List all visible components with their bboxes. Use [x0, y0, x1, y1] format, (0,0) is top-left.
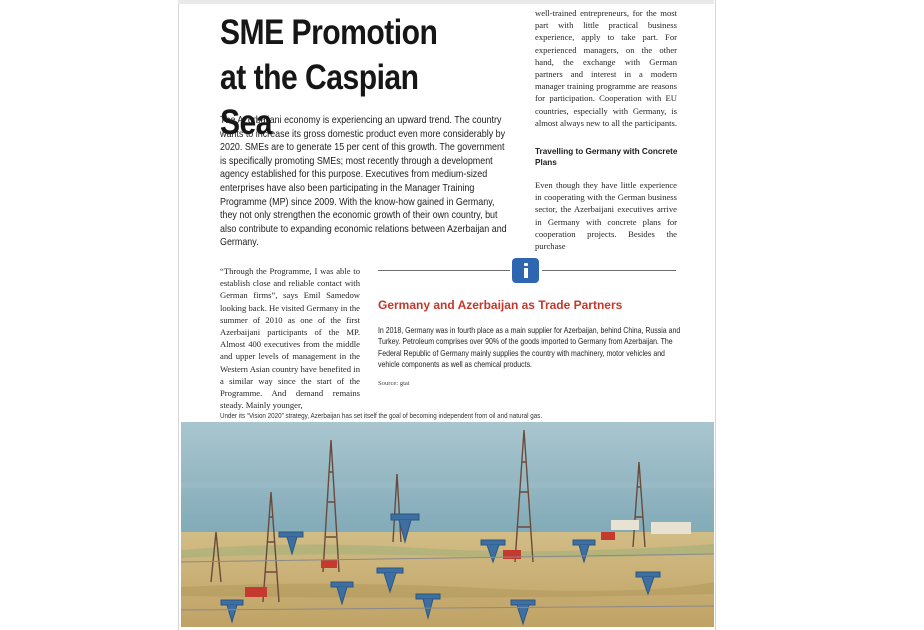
oil-field-photo	[181, 422, 714, 627]
section-subheading: Travelling to Germany with Concrete Plans	[535, 147, 678, 167]
figure-caption: Under its “Vision 2020” strategy, Azerbaijan has set itself the goal of becoming independent from oil and natural gas.	[220, 411, 543, 420]
right-column-text-bottom: Even though they have little experience in cooperating with the German business sector, the Azerbaijani executives arrive in Germany with concrete plans for cooperation projects. Besides the purchase	[535, 180, 677, 252]
info-box-rule-left	[378, 270, 510, 271]
info-box-rule-right	[542, 270, 676, 271]
left-column-text: “Through the Programme, I was able to establish close and reliable contact with German firms”, says Emil Samedow looking back. He visited Germany in the summer of 2010 as one of the first Azerbaijani participants of the MP. Almost 400 executives from the middle and upper levels of management in the Western Asian country have benefited in a similar way since the start of the Programme. And demand remains steady. Mainly younger,	[220, 266, 360, 411]
page-top-edge	[178, 0, 714, 4]
article-intro: The Azerbaijani economy is experiencing an upward trend. The country wants to increase its gross domestic product even more considerably by 2020. SMEs are to generate 15 per cent of this growth. The government is specifically promoting SMEs; most recently through a development agency established for this purpose. Executives from medium-sized enterprises have also been participating in the Manager Training Programme (MP) since 2009. With the know-how gained in Germany, they not only strengthen the economic growth of their own country, but also contribute to expanding economic relations between Azerbaijan and Germany.	[220, 115, 507, 249]
info-box-body: In 2018, Germany was in fourth place as a main supplier for Azerbaijan, behind China, Russia and Turkey. Petroleum comprises over 90% of the goods imported to Germany from Azerbaijan. The Federal Republic of Germany mainly supplies the country with machinery, motor vehicles and vehicle components as well as chemical products.	[378, 326, 681, 370]
article-title: SME Promotion at the Caspian Sea	[220, 13, 438, 142]
info-box-source: Source: gtai	[378, 380, 410, 387]
info-icon	[512, 258, 539, 283]
info-box-title: Germany and Azerbaijan as Trade Partners	[378, 298, 623, 312]
right-column-text-top: well-trained entrepreneurs, for the most part with little practical business experience, apply to take part. For experienced managers, on the other hand, the exchange with German partners and interest in a modern manager training programme are reasons for participation. Cooperation with EU countries, especially with Germany, is almost always new to all the participants.	[535, 8, 677, 128]
